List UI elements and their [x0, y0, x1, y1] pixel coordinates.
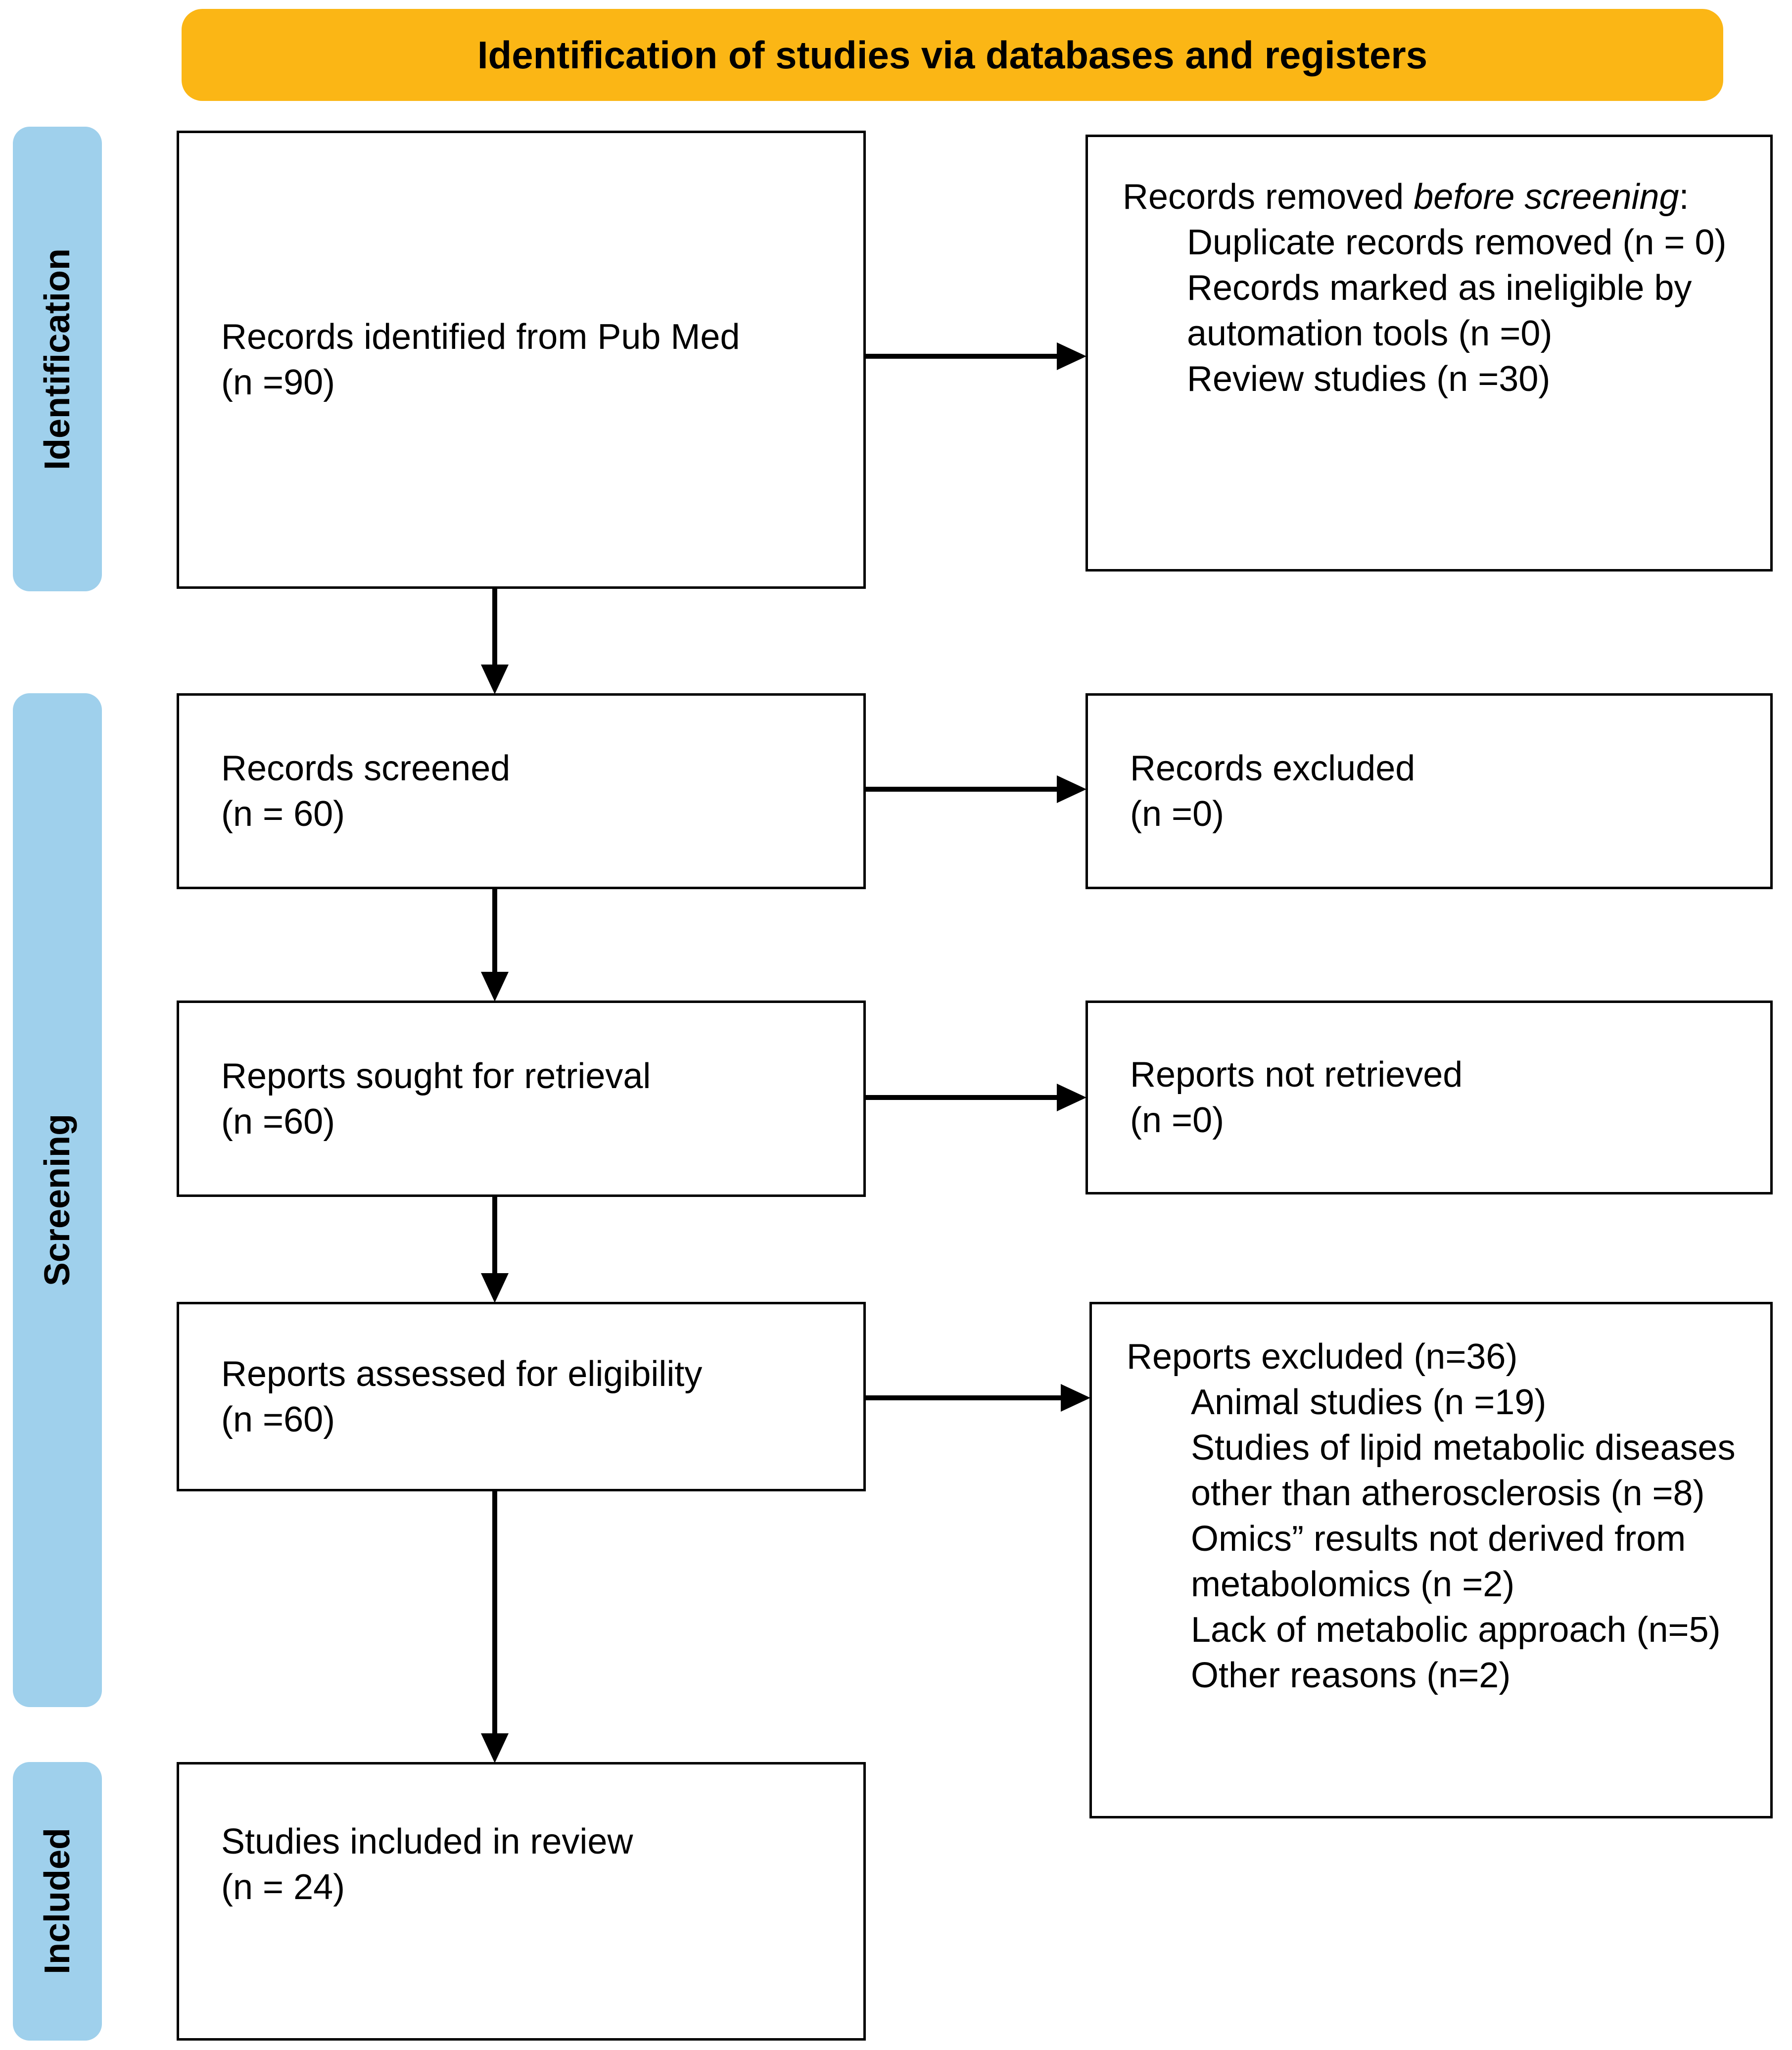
box-reports-excluded	[1089, 1302, 1773, 1818]
records-excluded-count: (n =0)	[1130, 794, 1225, 834]
reports-sought-count: (n =60)	[221, 1101, 335, 1142]
banner-title: Identification of studies via databases and registers	[477, 33, 1428, 77]
records-identified-text: Records identified from Pub Med	[221, 317, 740, 357]
arrow-assessed-to-included	[481, 1491, 509, 1763]
reports-not-retrieved-text: Reports not retrieved	[1130, 1055, 1463, 1095]
records-excluded-text: Records excluded	[1130, 749, 1415, 788]
stage-label-included	[13, 1762, 102, 2041]
reports-excluded-item: Other reasons (n=2)	[1191, 1656, 1511, 1695]
box-reports-assessed	[177, 1302, 866, 1491]
reports-excluded-item: Lack of metabolic approach (n=5)	[1191, 1610, 1721, 1650]
records-identified-count: (n =90)	[221, 363, 335, 402]
studies-included-text: Studies included in review	[221, 1822, 633, 1861]
arrow-identified-to-removed	[866, 342, 1086, 370]
stage-screening-text: Screening	[38, 1114, 77, 1287]
records-screened-count: (n = 60)	[221, 794, 345, 834]
arrow-screened-to-excluded	[866, 775, 1086, 803]
box-records-excluded	[1085, 693, 1773, 889]
arrow-sought-to-assessed	[481, 1197, 509, 1303]
arrow-sought-to-notretrieved	[866, 1084, 1086, 1111]
records-screened-text: Records screened	[221, 749, 511, 788]
box-reports-sought	[177, 1001, 866, 1197]
records-removed-title-prefix: Records removed	[1123, 177, 1414, 217]
studies-included-count: (n = 24)	[221, 1867, 345, 1907]
reports-sought-text: Reports sought for retrieval	[221, 1056, 651, 1096]
box-studies-included	[177, 1762, 866, 2041]
arrow-screened-to-sought	[481, 889, 509, 1001]
arrow-assessed-to-reportsexcluded	[866, 1384, 1090, 1412]
records-removed-item: Duplicate records removed (n = 0)	[1187, 223, 1727, 262]
reports-excluded-item: Studies of lipid metabolic diseases other than atherosclerosis (n =8)	[1191, 1428, 1736, 1513]
stage-identification-text: Identification	[38, 248, 77, 470]
records-removed-title-suffix: :	[1679, 177, 1689, 217]
records-removed-title	[1123, 174, 1755, 220]
stage-label-identification	[13, 127, 102, 591]
records-removed-item: Records marked as ineligible by automation tools (n =0)	[1187, 268, 1692, 353]
records-removed-item: Review studies (n =30)	[1187, 359, 1551, 399]
reports-excluded-title: Reports excluded (n=36)	[1127, 1337, 1518, 1377]
reports-assessed-text: Reports assessed for eligibility	[221, 1354, 703, 1394]
arrow-identified-to-screened	[481, 589, 509, 694]
box-records-screened	[177, 693, 866, 889]
box-records-identified	[177, 131, 866, 589]
reports-excluded-item: Animal studies (n =19)	[1191, 1383, 1547, 1422]
stage-included-text: Included	[38, 1828, 77, 1975]
records-removed-title-italic: before screening	[1414, 177, 1679, 217]
reports-excluded-item: Omics” results not derived from metabolomics (n =2)	[1191, 1519, 1686, 1604]
banner	[182, 9, 1723, 101]
reports-not-retrieved-count: (n =0)	[1130, 1100, 1225, 1140]
box-reports-not-retrieved	[1085, 1001, 1773, 1194]
stage-label-screening	[13, 693, 102, 1707]
box-records-removed	[1085, 135, 1773, 572]
reports-assessed-count: (n =60)	[221, 1399, 335, 1439]
